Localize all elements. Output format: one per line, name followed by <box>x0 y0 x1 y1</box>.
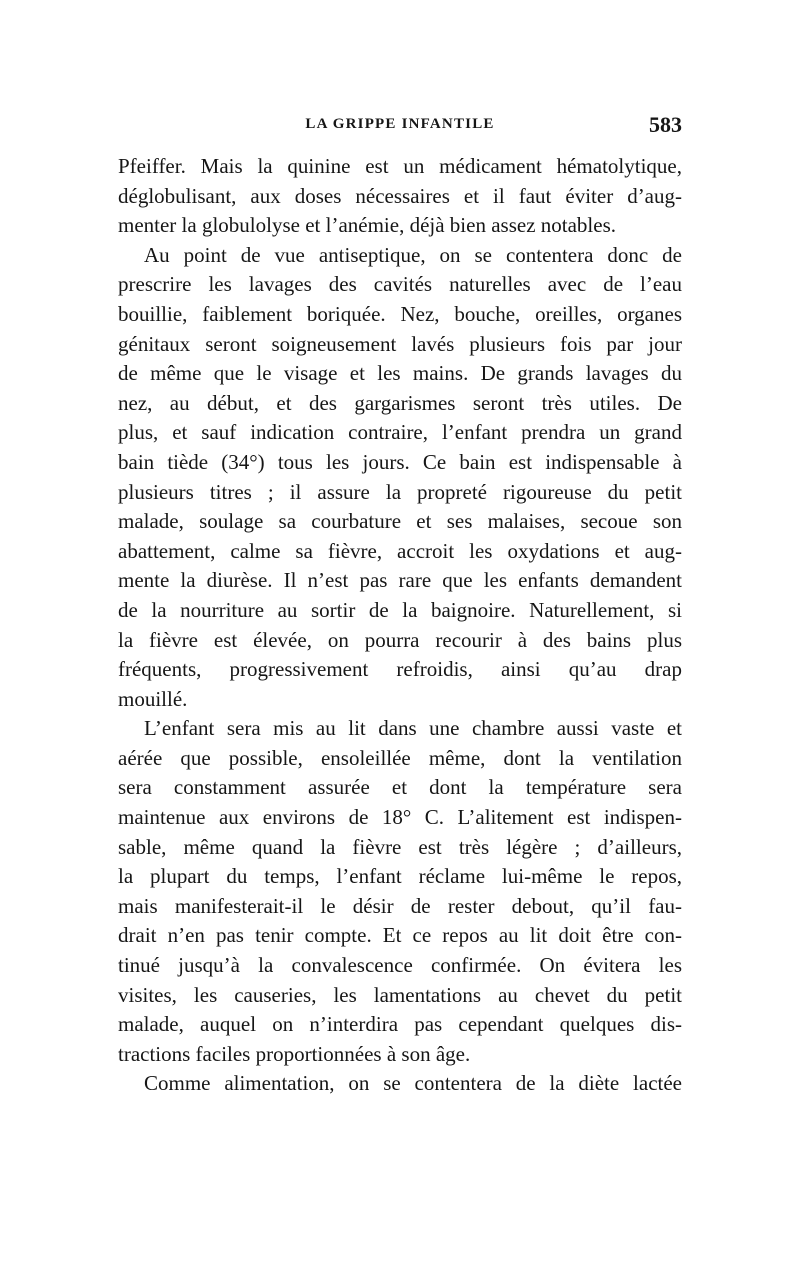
text-line: Pfeiffer. Mais la quinine est un médicament hématolytique, <box>118 154 682 178</box>
text-line: drait n’en pas tenir compte. Et ce repos au lit doit être con- <box>118 923 682 948</box>
text-line: mente la diurèse. Il n’est pas rare que les enfants demandent <box>118 568 682 593</box>
text-line: plusieurs titres ; il assure la propreté rigoureuse du petit <box>118 479 682 504</box>
paragraph-first-line: L’enfant sera mis au lit dans une chambre aussi vaste et <box>144 716 682 741</box>
text-line: prescrire les lavages des cavités naturelles avec de l’eau <box>118 272 682 297</box>
paragraph-first-line: Au point de vue antiseptique, on se contentera donc de <box>144 242 682 267</box>
text-line: mais manifesterait-il le désir de rester debout, qu’il fau- <box>118 893 682 918</box>
text-line: bain tiède (34°) tous les jours. Ce bain est indispensable à <box>118 449 682 474</box>
text-line: sable, même quand la fièvre est très légère ; d’ailleurs, <box>118 834 682 859</box>
running-title: LA GRIPPE INFANTILE <box>305 116 495 132</box>
text-line: la fièvre est élevée, on pourra recourir à des bains plus <box>118 627 682 652</box>
paragraph-first-line: Comme alimentation, on se contentera de la diète lactée <box>144 1071 682 1096</box>
text-line: de même que le visage et les mains. De grands lavages du <box>118 361 682 386</box>
book-page <box>118 112 682 1099</box>
text-line: visites, les causeries, les lamentations au chevet du petit <box>118 982 682 1007</box>
text-line: déglobulisant, aux doses nécessaires et il faut éviter d’aug- <box>118 183 682 208</box>
text-line: malade, auquel on n’interdira pas cependant quelques dis- <box>118 1012 682 1037</box>
text-line: malade, soulage sa courbature et ses malaises, secoue son <box>118 509 682 534</box>
page-header <box>118 112 682 142</box>
page-number: 583 <box>649 112 682 137</box>
text-line: maintenue aux environs de 18° C. L’alitement est indispen- <box>118 805 682 830</box>
text-line: sera constamment assurée et dont la température sera <box>118 775 682 800</box>
text-line: abattement, calme sa fièvre, accroit les oxydations et aug- <box>118 538 682 563</box>
text-line: menter la globulolyse et l’anémie, déjà bien assez notables. <box>118 213 616 238</box>
text-line: plus, et sauf indication contraire, l’enfant prendra un grand <box>118 420 682 445</box>
text-line: la plupart du temps, l’enfant réclame lui-même le repos, <box>118 864 682 889</box>
text-line: mouillé. <box>118 686 188 711</box>
text-line: aérée que possible, ensoleillée même, dont la ventilation <box>118 745 682 770</box>
text-line: tractions faciles proportionnées à son âge. <box>118 1041 471 1066</box>
text-line: de la nourriture au sortir de la baignoire. Naturellement, si <box>118 597 682 622</box>
text-line: fréquents, progressivement refroidis, ainsi qu’au drap <box>118 657 682 682</box>
text-line: bouillie, faiblement boriquée. Nez, bouche, oreilles, organes <box>118 301 682 326</box>
text-line: tinué jusqu’à la convalescence confirmée. On évitera les <box>118 953 682 978</box>
text-line: nez, au début, et des gargarismes seront très utiles. De <box>118 390 682 415</box>
text-line: génitaux seront soigneusement lavés plusieurs fois par jour <box>118 331 682 356</box>
body-text <box>118 152 682 1099</box>
